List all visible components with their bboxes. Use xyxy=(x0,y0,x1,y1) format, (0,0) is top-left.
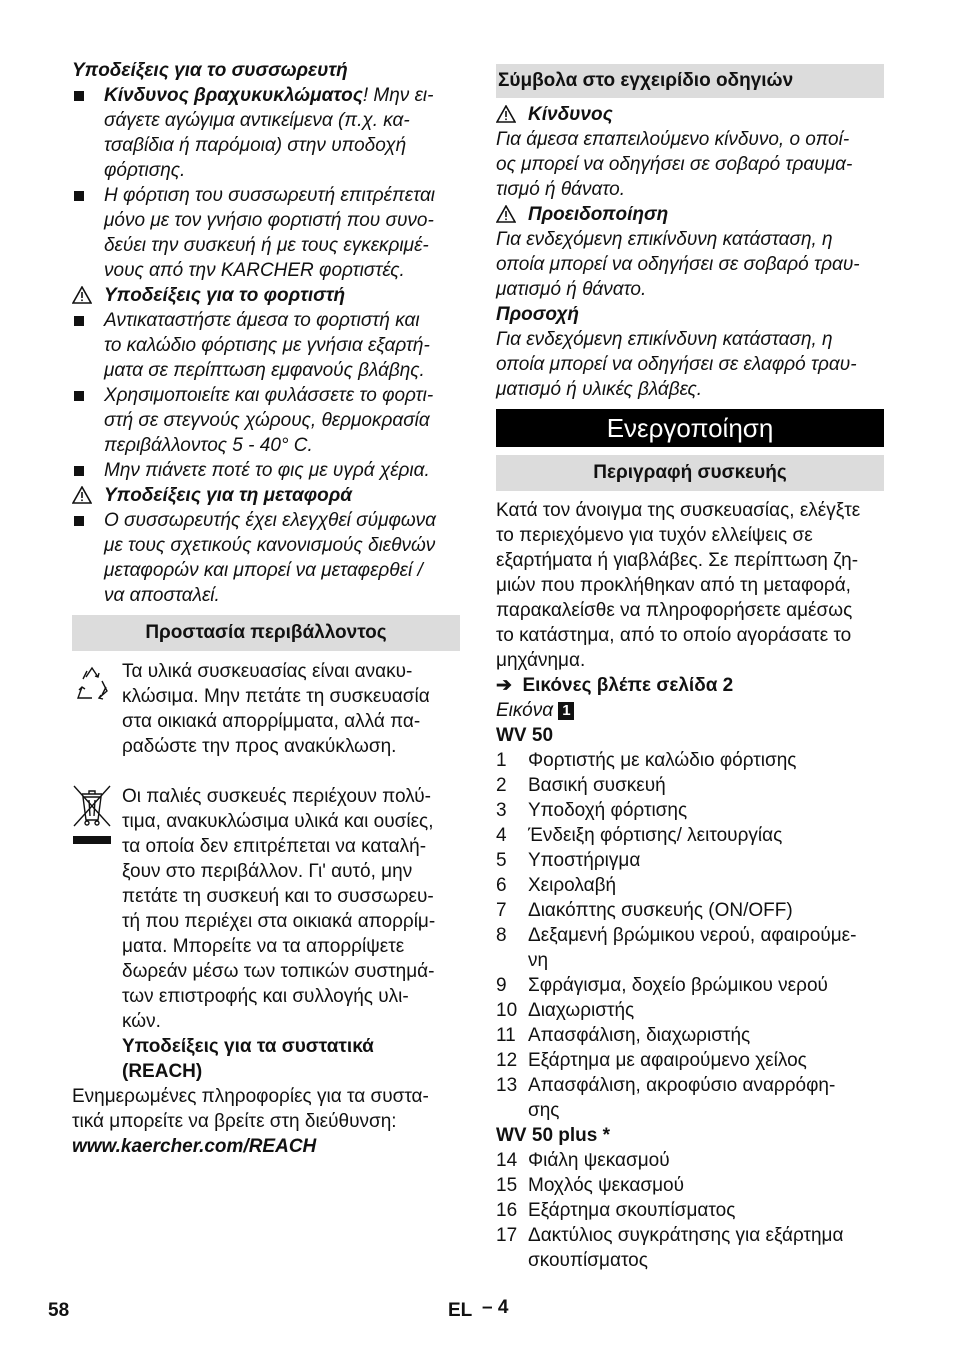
short-circuit-label: Κίνδυνος βραχυκυκλώματος xyxy=(104,85,363,106)
warning-triangle-icon xyxy=(72,486,92,504)
part-list-item xyxy=(496,1148,884,1173)
part-list-item xyxy=(496,923,884,973)
sub-page-number: – 4 xyxy=(482,1297,509,1318)
part-list-item xyxy=(496,898,884,923)
charger-bullet-1: Αντικαταστήστε άμεσα το φορτιστή και το καλώδιο φόρτισης με γνήσια εξαρτή- ματα σε περίπτωση εμφανούς βλάβης. xyxy=(72,308,460,383)
symbols-heading: Σύμβολα στο εγχειρίδιο οδηγιών xyxy=(496,64,884,98)
part-number: 8 xyxy=(496,925,507,946)
unpacking-paragraph: Κατά τον άνοιγμα της συσκευασίας, ελέγξτε το περιεχόμενο για τυχόν ελλείψεις σε εξαρτήματα ή γιαβλάβες. Σε περίπτωση ζη- μιών που προκλήθηκαν από τη μεταφορά, παρακαλείσθε να πληροφορήσετε αμέσως το κατάστημα, από το οποίο αγοράσατε το μηχάνημα. xyxy=(496,500,861,671)
danger-description: Για άμεσα επαπειλούμενο κίνδυνο, ο οποί- ος μπορεί να οδηγήσει σε σοβαρό τραυμα- τισμό ή θάνατο. xyxy=(496,129,853,200)
page-footer xyxy=(0,1298,954,1323)
part-label: Υποδοχή φόρτισης xyxy=(528,800,688,821)
environment-heading: Προστασία περιβάλλοντος xyxy=(72,615,460,651)
part-number: 11 xyxy=(496,1025,516,1046)
danger-label-row: Κίνδυνος xyxy=(496,102,884,127)
part-label: Δεξαμενή βρώμικου νερού, αφαιρούμε- xyxy=(528,925,857,946)
part-label: Φιάλη ψεκασμού xyxy=(528,1150,670,1171)
part-label: Απασφάλιση, διαχωριστής xyxy=(528,1025,751,1046)
crossed-bin-icon xyxy=(72,782,112,846)
part-list-item xyxy=(496,973,884,998)
part-list-item xyxy=(496,1223,884,1273)
part-number: 14 xyxy=(496,1150,518,1171)
parts-list-wv50 xyxy=(496,748,884,1123)
part-list-item xyxy=(496,823,884,848)
part-list-item xyxy=(496,848,884,873)
part-number: 5 xyxy=(496,850,507,871)
part-number: 10 xyxy=(496,1000,518,1021)
device-description-heading: Περιγραφή συσκευής xyxy=(496,455,884,491)
warning-label-row: Προειδοποίηση xyxy=(496,202,884,227)
part-label: Βασική συσκευή xyxy=(528,775,666,796)
part-number: 15 xyxy=(496,1175,518,1196)
part-label: Ένδειξη φόρτισης/ λειτουργίας xyxy=(528,825,783,846)
part-list-item xyxy=(496,1173,884,1198)
part-list-item xyxy=(496,798,884,823)
part-list-item xyxy=(496,1198,884,1223)
part-list-item xyxy=(496,1073,884,1123)
parts-list-wv50-plus xyxy=(496,1148,884,1273)
battery-bullet-2: Η φόρτιση του συσσωρευτή επιτρέπεται μόνο με τον γνήσιο φορτιστή που συνο- δεύει την συσκευή ή με τους εγκεκριμέ- νους από την KARCHER φορτιστές. xyxy=(72,183,460,283)
left-column: Υποδείξεις για το συσσωρευτή Κίνδυνος βραχυκυκλώματος! Μην ει- σάγετε αγώγιμα αντικείμενα (π.χ. κα- τσαβίδια ή παρόμοια) στην υποδοχή φόρτισης. Η φόρτιση του συσσωρευτή επιτρέπεται μόνο με τον γνήσιο φορτιστή που συνο- δεύει την συσκευή ή με τους εγκεκριμέ- νους από την KARCHER φορτιστές. Υποδείξεις για το φορτιστή Αντικαταστήστε άμεσα το φορτιστή και το καλώδιο φόρτισης με γνήσια εξαρτή- ματα σε περίπτωση εμφανούς βλάβης. Χρησιμοποιείτε και φυλάσσετε το φορτι- στή σε στεγνούς χώρους, θερμοκρασία περιβάλλοντος 5 - 40° C. Μην πιάνετε ποτέ το φις με υγρά χέρια. Υποδείξεις για τη μεταφορά Ο συσσωρευτής έχει ελεγχθεί σύμφωνα με τους σχετικούς κανονισμούς διεθνών μεταφορών και μπορεί να μεταφερθεί / να αποσταλεί. Προστασία περιβάλλοντος Τα υλικά συσκευασίας είναι ανακυ- κλώσιμα. Μην πετάτε τη συσκευασία στα οικιακά απορρίμματα, αλλά πα- ραδώστε την προς ανακύκλωση. Οι παλιές συσκευές περιέχουν πολύ- τιμα, ανακυκλώσιμα υλικά και ουσίες, τα οποία δεν επιτρέπεται να καταλή- ξουν στο περιβάλλον. Γι' αυτό, μην πετάτε τη συσκευή και το συσσωρευ- τή που περιέχει στα οικιακά απορρίμ- ματα. Μπορείτε να τα απορρίψετε δωρεάν μέσω των τοπικών συστημά- των επιστροφής και συλλογής υλι- κών. Υποδείξεις για τα συστατικά (REACH) Ενημερωμένες πληροφορίες για τα συστα- τικά μπορείτε να βρείτε στη διεύθυνση: www.kaercher.com/REACH xyxy=(72,58,460,1159)
transport-bullet-1: Ο συσσωρευτής έχει ελεγχθεί σύμφωνα με τους σχετικούς κανονισμούς διεθνών μεταφορών και μπορεί να μεταφερθεί / να αποσταλεί. xyxy=(72,508,460,608)
reach-text: Ενημερωμένες πληροφορίες για τα συστα- xyxy=(72,1086,429,1107)
part-list-item xyxy=(496,748,884,773)
part-list-item xyxy=(496,1023,884,1048)
part-label: Υποστήριγμα xyxy=(528,850,641,871)
caution-description: Για ενδεχόμενη επικίνδυνη κατάσταση, η οποία μπορεί να οδηγήσει σε ελαφρό τραυ- ματισμό ή υλικές βλάβες. xyxy=(496,329,857,400)
charger-bullet-2: Χρησιμοποιείτε και φυλάσσετε το φορτι- στή σε στεγνούς χώρους, θερμοκρασία περιβάλλοντος 5 - 40° C. xyxy=(72,383,460,458)
charger-bullet-3: Μην πιάνετε ποτέ το φις με υγρά χέρια. xyxy=(72,458,460,483)
recycling-icon xyxy=(72,665,112,703)
part-label: Σφράγισμα, δοχείο βρώμικου νερού xyxy=(528,975,828,996)
warning-description: Για ενδεχόμενη επικίνδυνη κατάσταση, η οποία μπορεί να οδηγήσει σε σοβαρό τραυ- ματισμό ή θάνατο. xyxy=(496,229,860,300)
arrow-right-icon: ➔ xyxy=(496,675,512,696)
part-label: Δακτύλιος συγκράτησης για εξάρτημα xyxy=(528,1225,844,1246)
part-number: 7 xyxy=(496,900,507,921)
part-number: 13 xyxy=(496,1075,518,1096)
part-number: 1 xyxy=(496,750,507,771)
recycling-paragraph: Τα υλικά συσκευασίας είναι ανακυ- κλώσιμα. Μην πετάτε τη συσκευασία στα οικιακά απορρίμματα, αλλά πα- ραδώστε την προς ανακύκλωση. xyxy=(72,659,460,759)
part-number: 2 xyxy=(496,775,507,796)
reach-heading: Υποδείξεις για τα συστατικά xyxy=(122,1036,374,1057)
part-label: Εξάρτημα σκουπίσματος xyxy=(528,1200,736,1221)
part-number: 12 xyxy=(496,1050,518,1071)
part-label: σης xyxy=(528,1100,560,1121)
part-label: νη xyxy=(528,950,549,971)
warning-triangle-icon xyxy=(496,105,516,123)
language-code: EL xyxy=(448,1300,473,1321)
figure-number-badge: 1 xyxy=(558,702,574,720)
part-number: 17 xyxy=(496,1225,518,1246)
weee-paragraph: Οι παλιές συσκευές περιέχουν πολύ- τιμα, ανακυκλώσιμα υλικά και ουσίες, τα οποία δεν επιτρέπεται να καταλή- ξουν στο περιβάλλον. Γι' αυτό, μην πετάτε τη συσκευή και το συσσωρευ- τή που περιέχει στα οικιακά απορρίμ- ματα. Μπορείτε να τα απορρίψετε δωρεάν μέσω των τοπικών συστημά- των επιστροφής και συλλογής υλι- κών. Υποδείξεις για τα συστατικά (REACH) xyxy=(72,784,460,1084)
figures-reference: ➔ Εικόνες βλέπε σελίδα 2 xyxy=(496,675,734,696)
warning-triangle-icon xyxy=(496,205,516,223)
model-wv50-plus: WV 50 plus * xyxy=(496,1125,611,1146)
transport-warning-heading: Υποδείξεις για τη μεταφορά xyxy=(72,483,460,508)
figure-label-row: Εικόνα 1 xyxy=(496,698,884,723)
part-label: Χειρολαβή xyxy=(528,875,617,896)
battery-bullet-1: Κίνδυνος βραχυκυκλώματος! Μην ει- σάγετε αγώγιμα αντικείμενα (π.χ. κα- τσαβίδια ή παρόμοια) στην υποδοχή φόρτισης. xyxy=(72,83,460,183)
warning-triangle-icon xyxy=(72,286,92,304)
part-number: 9 xyxy=(496,975,507,996)
page-number: 58 xyxy=(48,1300,70,1321)
reach-url-link[interactable]: www.kaercher.com/REACH xyxy=(72,1136,317,1157)
right-column xyxy=(496,64,884,1273)
part-label: Φορτιστής με καλώδιο φόρτισης xyxy=(528,750,797,771)
part-label: Απασφάλιση, ακροφύσιο αναρρόφη- xyxy=(528,1075,836,1096)
part-label: σκουπίσματος xyxy=(528,1250,648,1271)
charger-warning-heading: Υποδείξεις για το φορτιστή xyxy=(72,283,460,308)
part-list-item xyxy=(496,873,884,898)
part-list-item xyxy=(496,998,884,1023)
operation-heading: Ενεργοποίηση xyxy=(496,409,884,447)
part-label: Διακόπτης συσκευής (ON/OFF) xyxy=(528,900,793,921)
battery-heading: Υποδείξεις για το συσσωρευτή xyxy=(72,60,348,81)
part-label: Διαχωριστής xyxy=(528,1000,635,1021)
part-number: 6 xyxy=(496,875,507,896)
caution-label: Προσοχή xyxy=(496,304,580,325)
part-number: 4 xyxy=(496,825,507,846)
part-label: Εξάρτημα με αφαιρούμενο χείλος xyxy=(528,1050,807,1071)
part-list-item xyxy=(496,1048,884,1073)
part-number: 3 xyxy=(496,800,507,821)
part-number: 16 xyxy=(496,1200,518,1221)
model-wv50: WV 50 xyxy=(496,725,554,746)
part-list-item xyxy=(496,773,884,798)
part-label: Μοχλός ψεκασμού xyxy=(528,1175,684,1196)
